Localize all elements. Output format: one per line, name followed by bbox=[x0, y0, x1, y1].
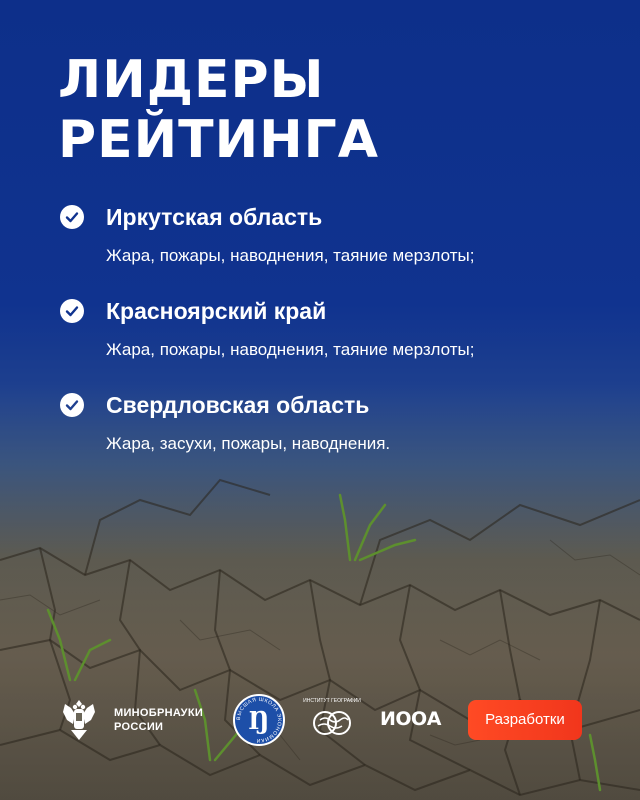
check-circle-icon bbox=[60, 299, 84, 323]
partner-logos bbox=[0, 680, 640, 760]
institute-emblem bbox=[310, 708, 354, 738]
institute-logo-icon bbox=[300, 698, 364, 742]
iora-logo-icon: ИООА bbox=[380, 708, 441, 730]
ministry-name-line-2: РОССИИ bbox=[114, 721, 164, 733]
region-risks: Жара, засухи, пожары, наводнения. bbox=[106, 434, 391, 453]
check-circle-icon bbox=[60, 205, 84, 229]
developments-button[interactable]: Разработки bbox=[468, 700, 582, 740]
region-risks: Жара, пожары, наводнения, таяние мерзлоты; bbox=[106, 246, 475, 265]
ministry-name bbox=[114, 706, 203, 734]
region-name: Иркутская область bbox=[106, 204, 323, 230]
hse-mark: Ŋ bbox=[248, 705, 270, 735]
page-title bbox=[58, 50, 379, 170]
svg-text:ВЫСШАЯ ШКОЛА ЭКОНОМИКИ bbox=[236, 697, 282, 743]
ministry-emblem-icon bbox=[55, 694, 103, 744]
region-risks: Жара, пожары, наводнения, таяние мерзлоты; bbox=[106, 340, 475, 359]
hse-ring-text: ВЫСШАЯ ШКОЛА ЭКОНОМИКИ bbox=[235, 696, 283, 744]
hse-ring bbox=[235, 696, 283, 744]
region-name: Красноярский край bbox=[106, 298, 327, 324]
ministry-name-line-1: МИНОБРНАУКИ bbox=[114, 707, 204, 719]
region-name: Свердловская область bbox=[106, 392, 370, 418]
title-line-1: ЛИДЕРЫ bbox=[58, 50, 325, 110]
institute-caption: ИНСТИТУТ ГЕОГРАФИИ bbox=[303, 698, 361, 704]
title-line-2: РЕЙТИНГА bbox=[58, 110, 380, 170]
check-circle-icon bbox=[60, 393, 84, 417]
hse-logo-icon bbox=[233, 694, 285, 746]
